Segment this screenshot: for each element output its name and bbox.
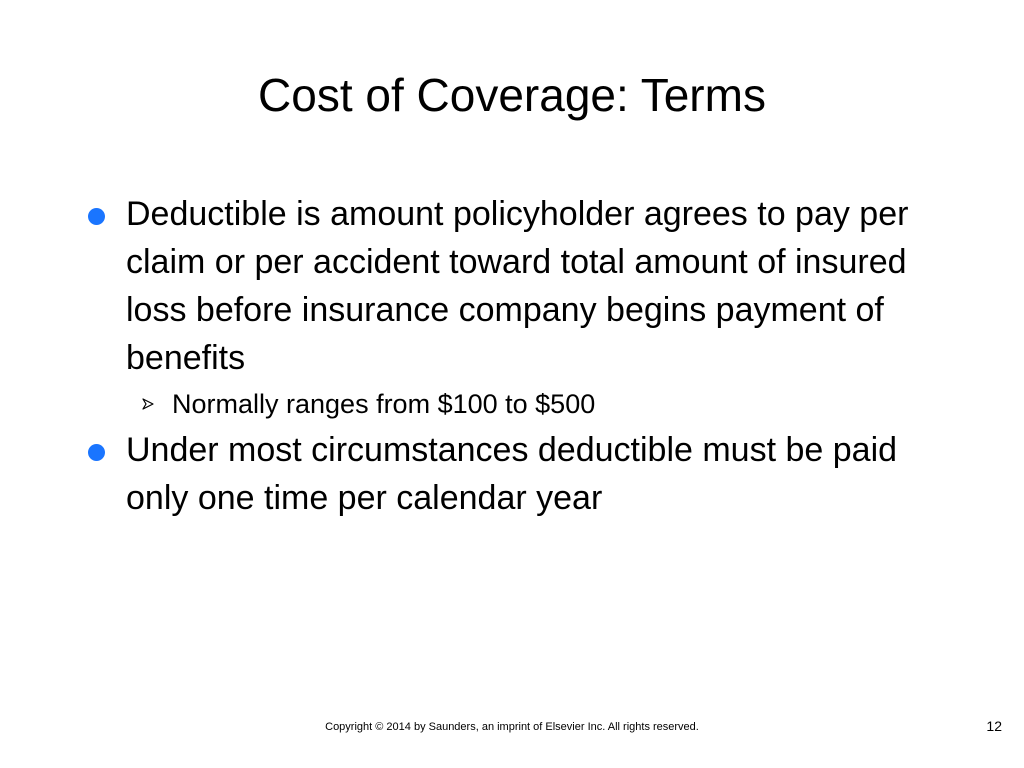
bullet-text: Deductible is amount policyholder agrees to pay per claim or per accident toward total amount of insured loss before insurance company begins payment of benefits (126, 195, 909, 377)
bullet-text: Under most circumstances deductible must be paid only one time per calendar year (126, 431, 898, 517)
bullet-dot-icon (88, 208, 105, 225)
bullet-list (86, 190, 946, 522)
page-number: 12 (986, 718, 1002, 734)
bullet-item (86, 190, 946, 382)
sub-bullet-item (86, 384, 946, 424)
arrowhead-icon (142, 398, 154, 410)
bullet-dot-icon (88, 444, 105, 461)
sub-bullet-text: Normally ranges from $100 to $500 (172, 389, 596, 419)
slide-title: Cost of Coverage: Terms (258, 69, 766, 121)
footer-copyright: Copyright © 2014 by Saunders, an imprint of Elsevier Inc. All rights reserved. (325, 721, 699, 733)
bullet-item (86, 426, 946, 522)
